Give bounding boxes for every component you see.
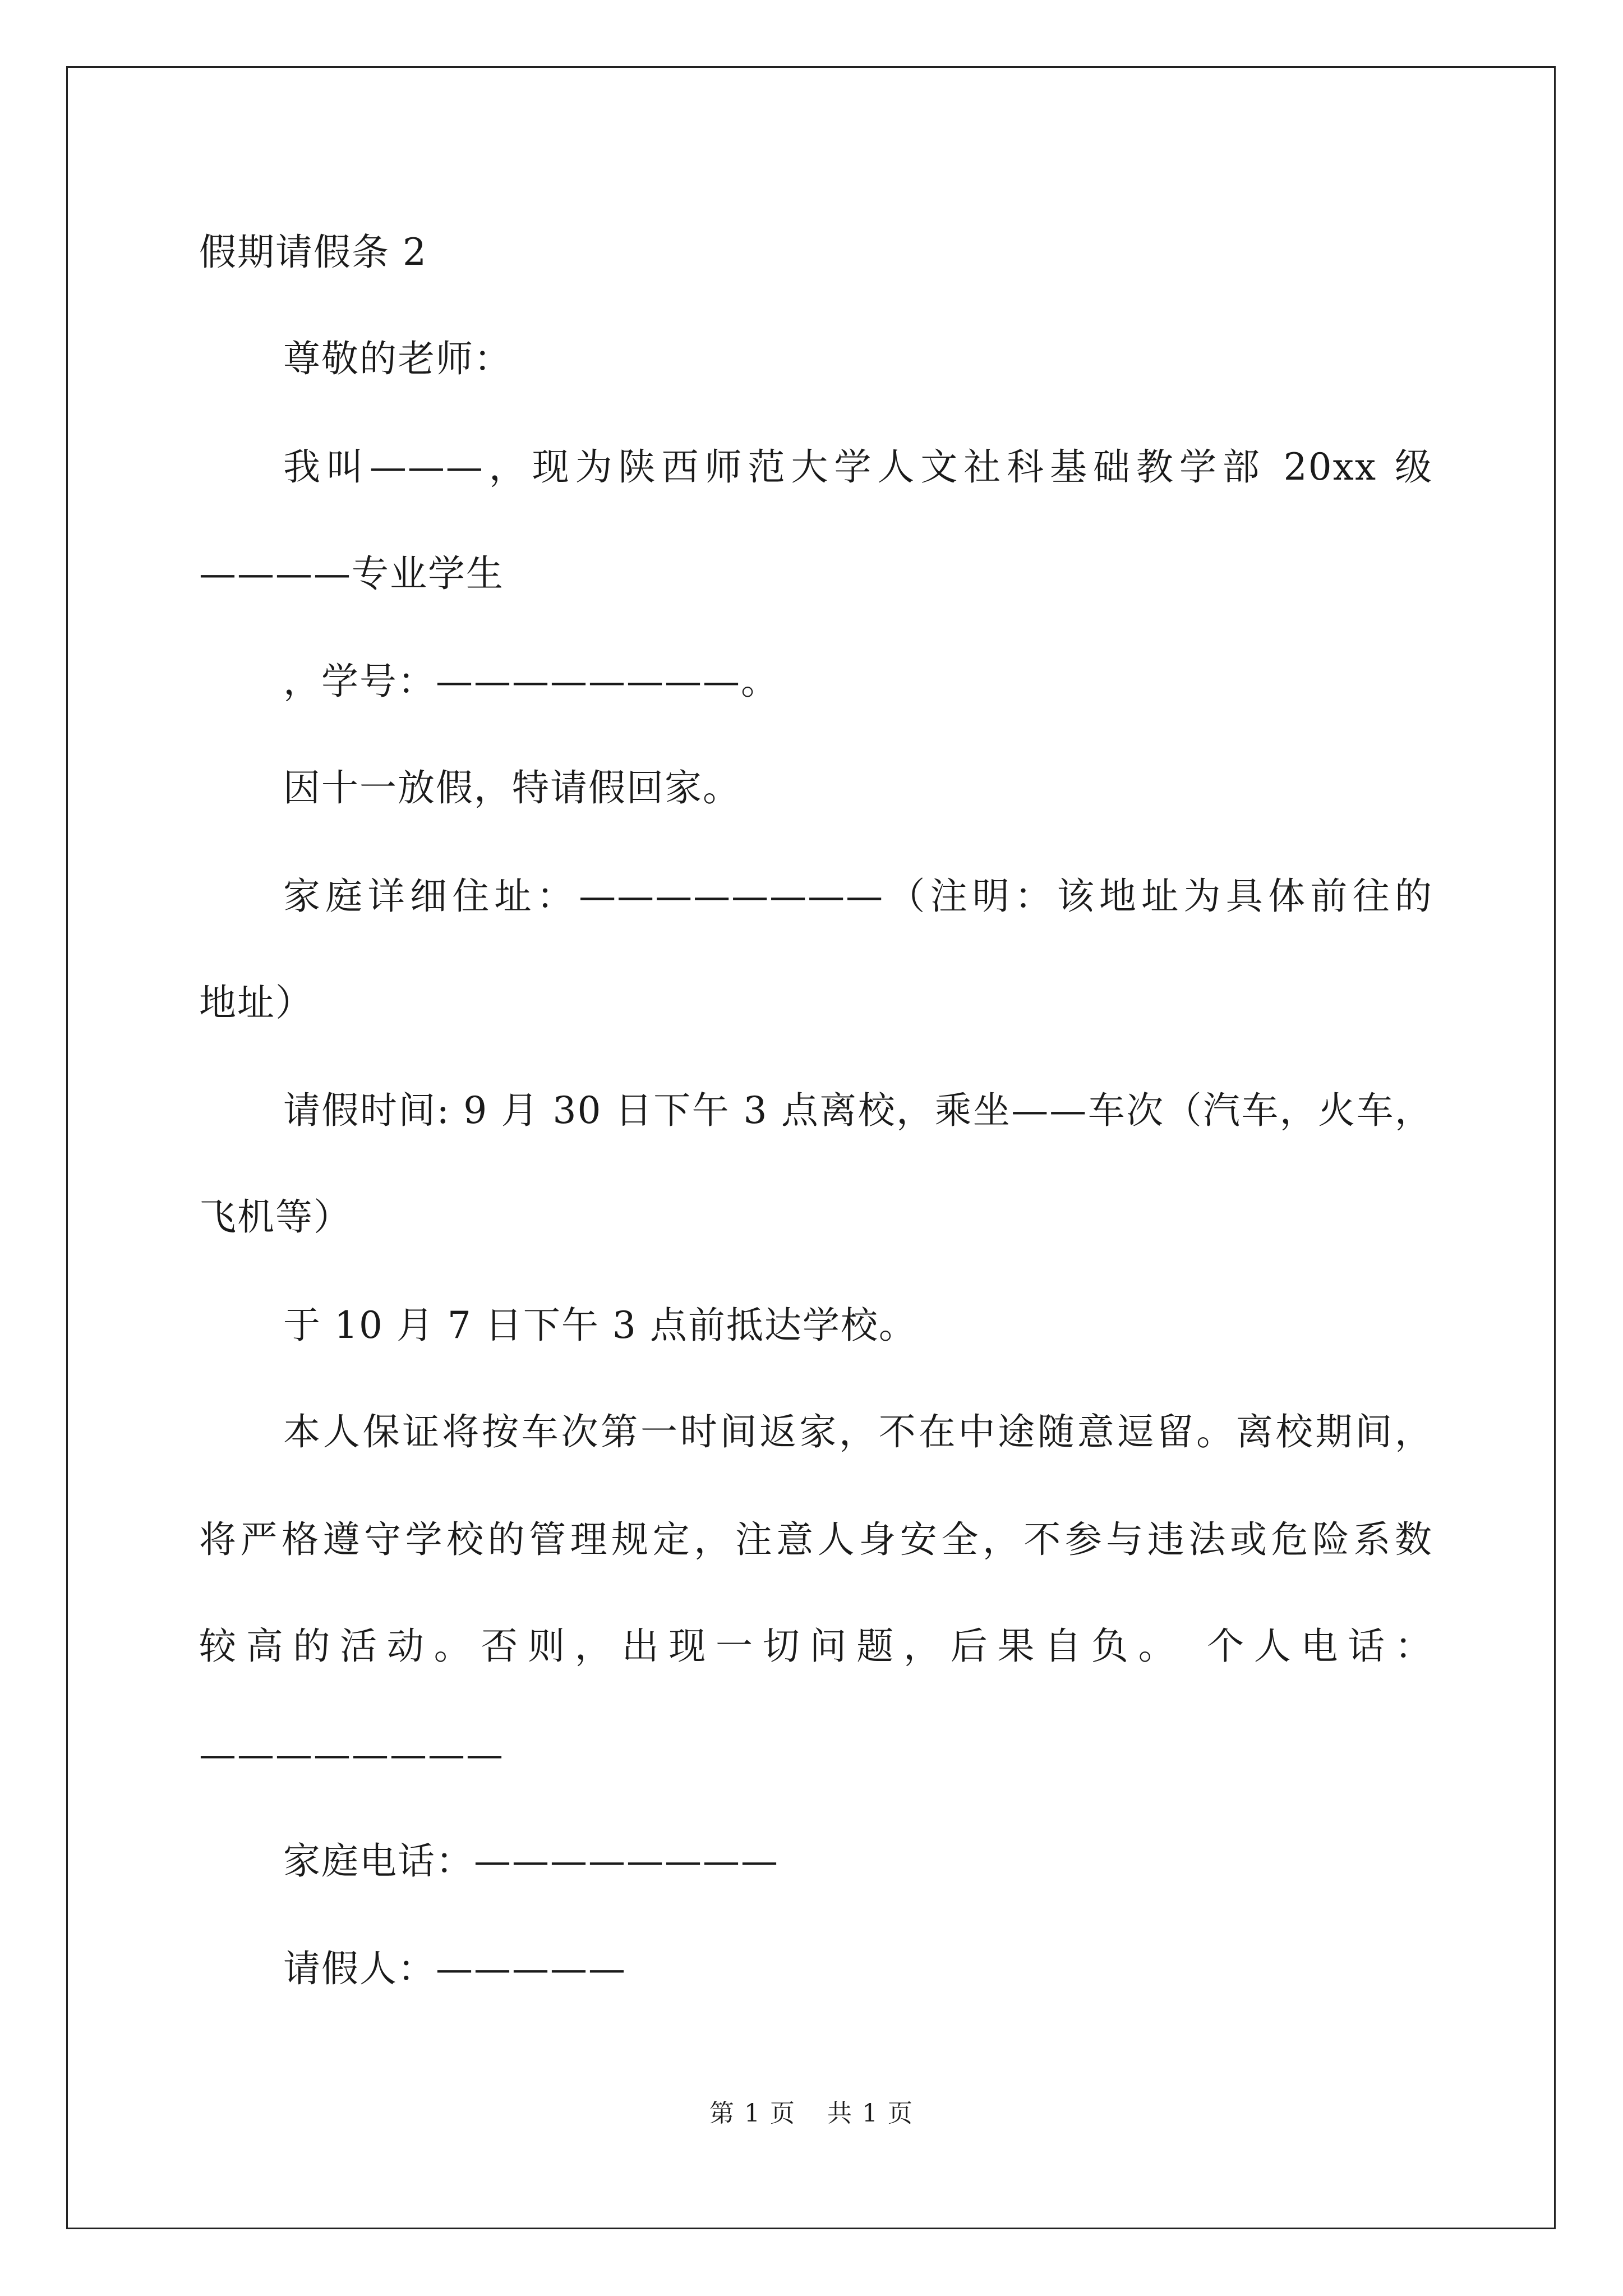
text-line-reason: 因十一放假，特请假回家。 bbox=[283, 766, 741, 809]
applicant-line: 请假人：————— bbox=[283, 1947, 626, 1990]
text-line-pledge-1: 本人保证将按车次第一时间返家，不在中途随意逗留。离校期间， bbox=[283, 1410, 1433, 1453]
document-title: 假期请假条 2 bbox=[199, 231, 427, 274]
page-footer bbox=[0, 2098, 1623, 2129]
page-border bbox=[66, 66, 1556, 2229]
text-line-student-id: ，学号：————————。 bbox=[283, 660, 779, 703]
page-total: 共 1 页 bbox=[827, 2099, 914, 2128]
text-line-major: ————专业学生 bbox=[199, 552, 504, 595]
text-line-intro: 我叫———，现为陕西师范大学人文社科基础教学部 20xx 级 bbox=[283, 445, 1433, 489]
page-number: 第 1 页 bbox=[709, 2099, 796, 2128]
text-line-leave-time: 请假时间: 9 月 30 日下午 3 点离校，乘坐——车次（汽车，火车， bbox=[283, 1089, 1433, 1132]
text-line-leave-time-cont: 飞机等） bbox=[199, 1195, 352, 1239]
text-line-pledge-2: 将严格遵守学校的管理规定，注意人身安全，不参与违法或危险系数 bbox=[199, 1518, 1433, 1561]
text-line-return: 于 10 月 7 日下午 3 点前抵达学校。 bbox=[283, 1304, 917, 1347]
text-line-address: 家庭详细住址：————————（注明：该地址为具体前往的 bbox=[283, 875, 1433, 918]
personal-phone-value: ———————— bbox=[199, 1733, 504, 1776]
text-line-pledge-3: 较高的活动。否则，出现一切问题，后果自负。 个人电话： bbox=[199, 1625, 1433, 1668]
salutation: 尊敬的老师： bbox=[283, 337, 512, 380]
text-line-address-cont: 地址） bbox=[199, 981, 313, 1024]
home-phone-line: 家庭电话：———————— bbox=[283, 1839, 779, 1883]
